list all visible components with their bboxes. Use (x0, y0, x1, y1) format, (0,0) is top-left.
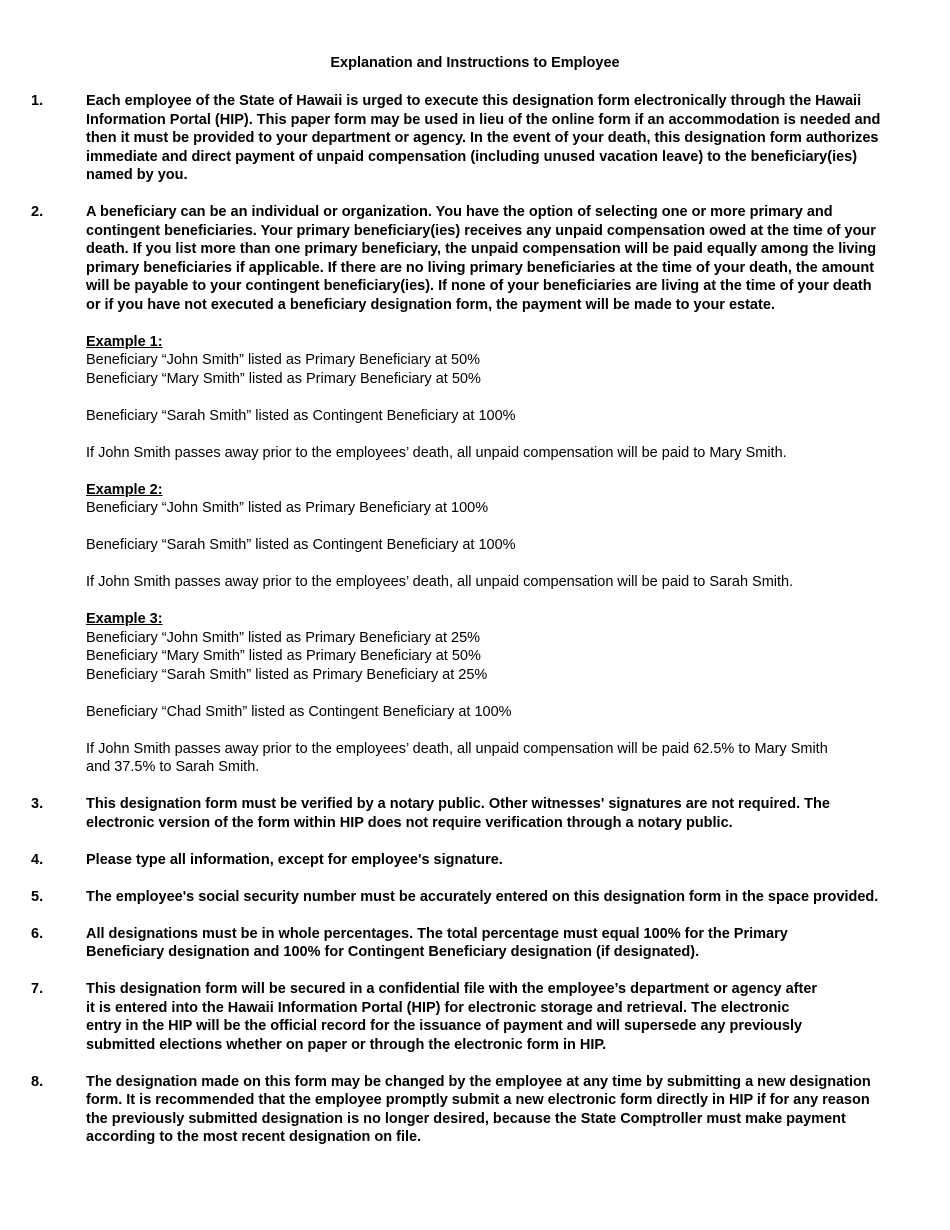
example-title: Example 2: (86, 481, 163, 498)
item-number: 1. (31, 93, 44, 109)
instruction-item-6 (0, 925, 950, 962)
examples-section (0, 333, 950, 777)
instruction-item-7 (0, 980, 950, 1054)
item-text: A beneficiary can be an individual or organization. You have the option of selecting one or more primary and contingent beneficiaries. Your primary beneficiary(ies) receives any unpaid compensation owed at the time of your death. If you list more than one primary beneficiary, the unpaid compensation will be paid equally among the living primary beneficiaries if applicable. If there are no living primary beneficiaries at the time of your death, the amount will be payable to your contingent beneficiary(ies). If none of your beneficiaries are living at the time of your death or if you have not executed a beneficiary designation form, the payment will be made to your estate. (86, 204, 877, 313)
item-text: All designations must be in whole percentages. The total percentage must equal 100% for the Primary Beneficiary designation and 100% for Contingent Beneficiary designation (if designated). (86, 925, 788, 960)
example-3 (86, 610, 890, 777)
item-number: 5. (31, 888, 44, 905)
instruction-item-2 (0, 203, 950, 314)
example-contingent-line: Beneficiary “Chad Smith” listed as Contingent Beneficiary at 100% (86, 703, 512, 720)
item-number: 2. (31, 204, 44, 220)
item-number: 3. (31, 796, 44, 812)
instruction-item-4 (0, 851, 950, 870)
item-number: 4. (31, 851, 44, 868)
item-text: Each employee of the State of Hawaii is urged to execute this designation form electronically through the Hawaii Information Portal (HIP). This paper form may be used in lieu of the online form if an accommodation is needed and then it must be provided to your department or agency. In the event of your death, this designation form authorizes immediate and direct payment of unpaid compensation (including unused vacation leave) to the beneficiary(ies) named by you. (86, 93, 881, 183)
example-primary-line: Beneficiary “John Smith” listed as Primary Beneficiary at 100% (86, 500, 489, 516)
example-title: Example 1: (86, 333, 163, 350)
item-text: Please type all information, except for employee's signature. (86, 851, 503, 868)
example-primary-line: Beneficiary “Mary Smith” listed as Primary Beneficiary at 50% (86, 648, 481, 664)
item-text: The designation made on this form may be changed by the employee at any time by submitting a new designation form. It is recommended that the employee promptly submit a new electronic form directly in HIP if for any reason the previously submitted designation is no longer desired, because the State Comptroller must make payment according to the most recent designation on file. (86, 1073, 871, 1145)
item-number: 7. (31, 981, 44, 997)
example-primary-line: Beneficiary “Mary Smith” listed as Primary Beneficiary at 50% (86, 370, 481, 387)
item-text: This designation form must be verified by a notary public. Other witnesses' signatures are not required. The electronic version of the form within HIP does not require verification through a notary public. (86, 796, 830, 831)
example-1 (86, 333, 890, 463)
example-primary-line: Beneficiary “John Smith” listed as Primary Beneficiary at 25% (86, 629, 481, 646)
example-primary-line: Beneficiary “Sarah Smith” listed as Primary Beneficiary at 25% (86, 666, 488, 683)
instruction-item-1 (0, 92, 950, 185)
example-outcome: If John Smith passes away prior to the employees’ death, all unpaid compensation will be paid to Sarah Smith. (86, 574, 794, 590)
item-text: The employee's social security number must be accurately entered on this designation form in the space provided. (86, 888, 879, 905)
instruction-item-3 (0, 795, 950, 832)
instruction-item-5 (0, 888, 950, 907)
example-contingent-line: Beneficiary “Sarah Smith” listed as Contingent Beneficiary at 100% (86, 407, 516, 424)
item-number: 8. (31, 1073, 44, 1090)
example-title: Example 3: (86, 611, 163, 627)
example-outcome: If John Smith passes away prior to the employees’ death, all unpaid compensation will be paid to Mary Smith. (86, 444, 787, 461)
example-contingent-line: Beneficiary “Sarah Smith” listed as Contingent Beneficiary at 100% (86, 537, 516, 553)
example-primary-line: Beneficiary “John Smith” listed as Primary Beneficiary at 50% (86, 352, 481, 368)
example-2 (86, 481, 890, 592)
item-number: 6. (31, 925, 44, 942)
example-outcome: If John Smith passes away prior to the employees’ death, all unpaid compensation will be paid 62.5% to Mary Smith and 37.5% to Sarah Smith. (86, 740, 828, 775)
page-title: Explanation and Instructions to Employee (330, 55, 620, 71)
item-text: This designation form will be secured in a confidential file with the employee’s department or agency after it is entered into the Hawaii Information Portal (HIP) for electronic storage and retrieval. The electronic entry in the HIP will be the official record for the issuance of payment and will supersede any previously submitted elections whether on paper or through the electronic form in HIP. (86, 981, 818, 1053)
instruction-item-8 (0, 1073, 950, 1147)
